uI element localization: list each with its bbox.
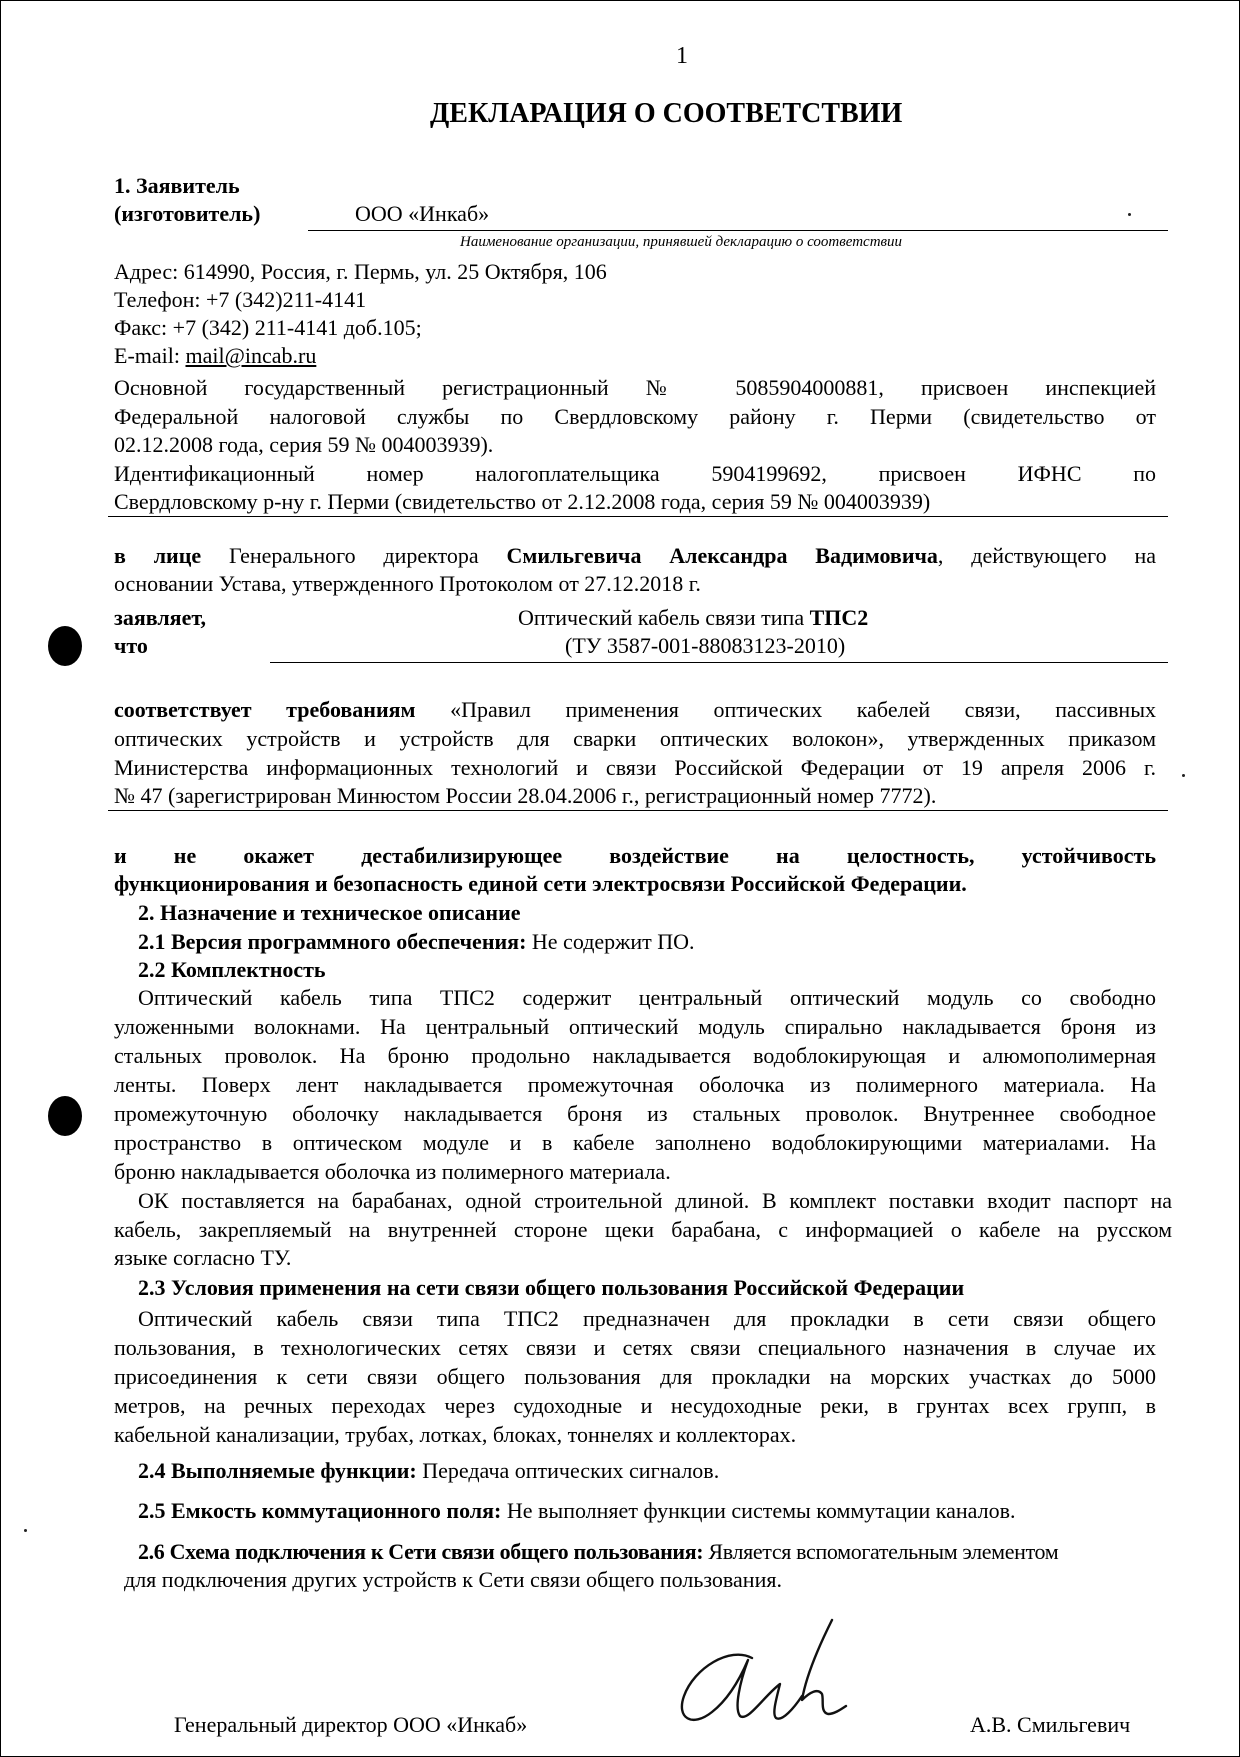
section21-label: 2.1 Версия программного обеспечения: <box>138 929 527 954</box>
compliance-underline <box>108 810 1168 811</box>
applicant-address: Адрес: 614990, Россия, г. Пермь, ул. 25 Октября, 106 <box>114 259 607 284</box>
section22-p1-line6: пространство в оптическом модуле и в кабеле заполнено водоблокирующими материалами. На <box>114 1130 1156 1155</box>
section23-line4: метров, на речных переходах через судоходные и несудоходные реки, в грунтах всех групп, в <box>114 1393 1156 1418</box>
binder-hole-top <box>48 626 82 666</box>
compliance-line1-rest: «Правил применения оптических кабелей связи, пассивных <box>415 697 1156 722</box>
section26-line2: для подключения других устройств к Сети связи общего пользования. <box>124 1567 782 1592</box>
scan-speck <box>1128 213 1131 216</box>
section22-p1-line7: броню накладывается оболочка из полимерного материала. <box>114 1159 671 1184</box>
compliance-line3: Министерства информационных технологий и связи Российской Федерации от 19 апреля 2006 г. <box>114 755 1156 780</box>
compliance-line2: оптических устройств и устройств для сварки оптических волокон», утвержденных приказом <box>114 726 1156 751</box>
section22-p2-line2: кабель, закрепляемый на внутренней стороне щеки барабана, с информацией о кабеле на русском <box>114 1217 1172 1242</box>
stability-line2: функционирования и безопасность единой сети электросвязи Российской Федерации. <box>114 871 967 896</box>
section25-label: 2.5 Емкость коммутационного поля: <box>138 1498 502 1523</box>
product-prefix: Оптический кабель связи типа <box>518 605 810 630</box>
representative-text1: Генерального директора <box>201 543 507 568</box>
stability-line1: и не окажет дестабилизирующее воздействие на целостность, устойчивость <box>114 843 1156 868</box>
applicant-name-underline <box>308 230 1168 231</box>
applicant-inn-line1: Идентификационный номер налогоплательщика 5904199692, присвоен ИФНС по <box>114 461 1156 486</box>
signature-image <box>660 1612 880 1732</box>
compliance-line4: № 47 (зарегистрирован Минюстом России 28.04.2006 г., регистрационный номер 7772). <box>114 783 937 808</box>
section23-line5: кабельной канализации, трубах, лотках, блоках, тоннелях и коллекторах. <box>114 1422 797 1447</box>
applicant-phone: Телефон: +7 (342)211-4141 <box>114 287 367 312</box>
section24 <box>138 1457 719 1486</box>
section22-p1-line1: Оптический кабель типа ТПС2 содержит центральный оптический модуль со свободно <box>138 985 1156 1010</box>
section22-p1-line2: уложенными волокнами. На центральный оптический модуль спирально накладывается броня из <box>114 1014 1156 1039</box>
binder-hole-bottom <box>48 1096 82 1136</box>
applicant-caption: Наименование организации, принявшей декларацию о соответствии <box>460 234 903 250</box>
representative-name: Смильгевича Александра Вадимовича <box>506 543 938 568</box>
scan-speck <box>24 1529 27 1532</box>
signer-position: Генеральный директор ООО «Инкаб» <box>174 1712 528 1737</box>
page-title: ДЕКЛАРАЦИЯ О СООТВЕТСТВИИ <box>430 98 903 129</box>
section23-line2: пользования, в технологических сетях связи и сетях связи специального назначения в случае их <box>114 1335 1156 1360</box>
section23-line3: присоединения к сети связи общего пользования для прокладки на морских участках до 5000 <box>114 1364 1156 1389</box>
section22-p1-line4: ленты. Поверх лент накладывается промежуточная оболочка из полимерного материала. На <box>114 1072 1156 1097</box>
section26 <box>138 1538 1058 1567</box>
applicant-name: ООО «Инкаб» <box>355 201 490 226</box>
applicant-fax: Факс: +7 (342) 211-4141 доб.105; <box>114 315 422 340</box>
section23-heading: 2.3 Условия применения на сети связи общего пользования Российской Федерации <box>138 1275 965 1300</box>
email-prefix: E-mail: <box>114 343 186 368</box>
applicant-ogrn-line1: Основной государственный регистрационный № 5085904000881, присвоен инспекцией <box>114 375 1156 400</box>
section26-label: 2.6 Схема подключения к Сети связи общего пользования: <box>138 1539 704 1564</box>
product-spec: (ТУ 3587-001-88083123-2010) <box>565 633 846 658</box>
section22-p2-line1: ОК поставляется на барабанах, одной строительной длиной. В комплект поставки входит паспорт на <box>138 1188 1172 1213</box>
section25 <box>138 1497 1016 1526</box>
product-type: ТПС2 <box>809 605 869 630</box>
section26-value: Является вспомогательным элементом <box>703 1539 1059 1564</box>
applicant-ogrn-line2: Федеральной налоговой службы по Свердловскому району г. Перми (свидетельство от <box>114 404 1156 429</box>
representative-line2: основании Устава, утвержденного Протоколом от 27.12.2018 г. <box>114 571 701 596</box>
representative-text2: , действующего на <box>937 543 1156 568</box>
compliance-bold: соответствует требованиям <box>114 697 416 722</box>
section22-p1-line3: стальных проволок. На броню продольно накладывается водоблокирующая и алюмополимерная <box>114 1043 1156 1068</box>
applicant-label-line1: 1. Заявитель <box>114 173 240 198</box>
section22-heading: 2.2 Комплектность <box>138 957 326 982</box>
section22-p1-line5: промежуточную оболочку накладывается броня из стальных проволок. Внутреннее свободное <box>114 1101 1156 1126</box>
applicant-inn-line2: Свердловскому р-ну г. Перми (свидетельство от 2.12.2008 года, серия 59 № 004003939) <box>114 489 931 514</box>
section25-value: Не выполняет функции системы коммутации каналов. <box>501 1498 1016 1523</box>
compliance-line1 <box>114 696 1156 725</box>
declares-label1: заявляет, <box>114 605 206 630</box>
product-underline <box>270 662 1168 663</box>
applicant-block-underline <box>108 516 1168 517</box>
section24-label: 2.4 Выполняемые функции: <box>138 1458 417 1483</box>
declares-label2: что <box>114 633 148 658</box>
representative-line1 <box>114 542 1156 571</box>
section21-value: Не содержит ПО. <box>526 929 695 954</box>
section24-value: Передача оптических сигналов. <box>416 1458 720 1483</box>
section21 <box>138 928 695 957</box>
applicant-label-line2: (изготовитель) <box>114 201 261 226</box>
section23-line1: Оптический кабель связи типа ТПС2 предназначен для прокладки в сети связи общего <box>138 1306 1156 1331</box>
representative-prefix: в лице <box>114 543 202 568</box>
signer-name: А.В. Смильгевич <box>970 1712 1131 1737</box>
page-number: 1 <box>676 43 688 69</box>
product-name <box>518 604 868 633</box>
email-link[interactable]: mail@incab.ru <box>185 343 317 368</box>
applicant-email-row <box>114 342 316 371</box>
scan-speck <box>1182 774 1185 777</box>
section22-p2-line3: языке согласно ТУ. <box>114 1245 292 1270</box>
section2-heading: 2. Назначение и техническое описание <box>138 900 521 925</box>
applicant-ogrn-line3: 02.12.2008 года, серия 59 № 004003939). <box>114 432 494 457</box>
